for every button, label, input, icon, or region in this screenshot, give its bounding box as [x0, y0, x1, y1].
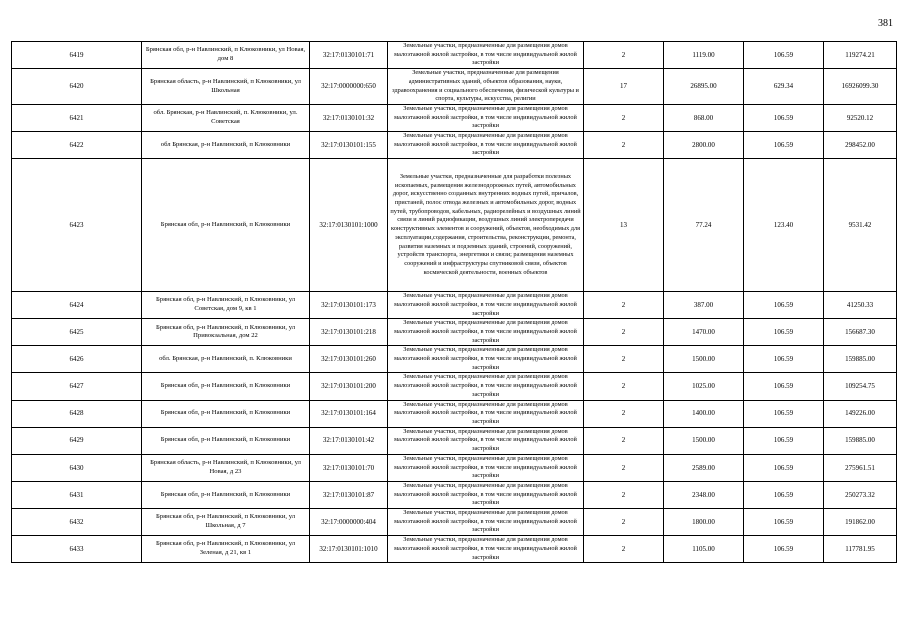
area-cell: 1800.00: [664, 509, 744, 536]
land-use-cell: Земельные участки, предназначенные для размещения домов малоэтажной жилой застройки, в том числе индивидуальной жилой застройки: [388, 104, 584, 131]
area-cell: 1500.00: [664, 427, 744, 454]
row-number: 6422: [12, 132, 142, 159]
area-cell: 868.00: [664, 104, 744, 131]
use-code-cell: 2: [584, 509, 664, 536]
address-cell: Брянская обл, р-н Навлинский, п Клюковники, ул Школьная, д 7: [142, 509, 310, 536]
specific-value-cell: 106.59: [744, 132, 824, 159]
row-number: 6433: [12, 536, 142, 563]
cadastral-value-cell: 16926099.30: [824, 69, 897, 105]
cadastral-number-cell: 32:17:0130101:164: [310, 400, 388, 427]
area-cell: 1025.00: [664, 373, 744, 400]
use-code-cell: 2: [584, 132, 664, 159]
use-code-cell: 17: [584, 69, 664, 105]
row-number: 6432: [12, 509, 142, 536]
row-number: 6426: [12, 346, 142, 373]
row-number: 6429: [12, 427, 142, 454]
table-row: [12, 346, 897, 373]
use-code-cell: 2: [584, 373, 664, 400]
specific-value-cell: 106.59: [744, 104, 824, 131]
row-number: 6421: [12, 104, 142, 131]
row-number: 6419: [12, 42, 142, 69]
cadastral-number-cell: 32:17:0130101:32: [310, 104, 388, 131]
address-cell: Брянская область, р-н Навлинский, п Клюковники, ул Новая, д 23: [142, 454, 310, 481]
area-cell: 1470.00: [664, 319, 744, 346]
table-row: [12, 42, 897, 69]
area-cell: 1400.00: [664, 400, 744, 427]
row-number: 6423: [12, 159, 142, 292]
table-row: [12, 373, 897, 400]
area-cell: 2348.00: [664, 481, 744, 508]
table-row: [12, 427, 897, 454]
table-row: [12, 159, 897, 292]
address-cell: Брянская обл, р-н Навлинский, п Клюковники: [142, 373, 310, 400]
row-number: 6424: [12, 292, 142, 319]
table-row: [12, 69, 897, 105]
cadastral-number-cell: 32:17:0130101:200: [310, 373, 388, 400]
use-code-cell: 2: [584, 292, 664, 319]
land-use-cell: Земельные участки, предназначенные для размещения домов малоэтажной жилой застройки, в том числе индивидуальной жилой застройки: [388, 509, 584, 536]
table-row: [12, 509, 897, 536]
use-code-cell: 2: [584, 42, 664, 69]
specific-value-cell: 106.59: [744, 373, 824, 400]
land-use-cell: Земельные участки, предназначенные для размещения домов малоэтажной жилой застройки, в том числе индивидуальной жилой застройки: [388, 400, 584, 427]
cadastral-number-cell: 32:17:0130101:218: [310, 319, 388, 346]
cadastral-value-cell: 9531.42: [824, 159, 897, 292]
area-cell: 2589.00: [664, 454, 744, 481]
land-use-cell: Земельные участки, предназначенные для размещения домов малоэтажной жилой застройки, в том числе индивидуальной жилой застройки: [388, 481, 584, 508]
use-code-cell: 2: [584, 536, 664, 563]
area-cell: 77.24: [664, 159, 744, 292]
row-number: 6431: [12, 481, 142, 508]
address-cell: Брянская обл, р-н Навлинский, п Клюковники, ул Привокзальная, дом 22: [142, 319, 310, 346]
cadastral-number-cell: 32:17:0130101:260: [310, 346, 388, 373]
cadastral-number-cell: 32:17:0130101:155: [310, 132, 388, 159]
table-row: [12, 536, 897, 563]
specific-value-cell: 106.59: [744, 400, 824, 427]
specific-value-cell: 106.59: [744, 427, 824, 454]
cadastral-number-cell: 32:17:0130101:71: [310, 42, 388, 69]
land-use-cell: Земельные участки, предназначенные для размещения административных зданий, объектов образования, науки, здравоохранения и социального обеспечения, физической культуры и спорта, культуры, искусства, религии: [388, 69, 584, 105]
cadastral-value-cell: 156687.30: [824, 319, 897, 346]
address-cell: Брянская область, р-н Навлинский, п Клюковники, ул Школьная: [142, 69, 310, 105]
use-code-cell: 2: [584, 319, 664, 346]
table-row: [12, 292, 897, 319]
cadastral-value-cell: 117781.95: [824, 536, 897, 563]
cadastral-value-cell: 119274.21: [824, 42, 897, 69]
land-use-cell: Земельные участки, предназначенные для размещения домов малоэтажной жилой застройки, в том числе индивидуальной жилой застройки: [388, 536, 584, 563]
use-code-cell: 2: [584, 400, 664, 427]
address-cell: Брянская обл, р-н Навлинский, п Клюковники, ул Советская, дом 9, кв 1: [142, 292, 310, 319]
cadastral-value-table: [11, 41, 897, 563]
area-cell: 2800.00: [664, 132, 744, 159]
table-row: [12, 319, 897, 346]
specific-value-cell: 106.59: [744, 319, 824, 346]
row-number: 6428: [12, 400, 142, 427]
cadastral-number-cell: 32:17:0130101:1000: [310, 159, 388, 292]
area-cell: 1500.00: [664, 346, 744, 373]
table-row: [12, 481, 897, 508]
land-use-cell: Земельные участки, предназначенные для размещения домов малоэтажной жилой застройки, в том числе индивидуальной жилой застройки: [388, 373, 584, 400]
cadastral-value-cell: 275961.51: [824, 454, 897, 481]
table-row: [12, 132, 897, 159]
land-use-cell: Земельные участки, предназначенные для размещения домов малоэтажной жилой застройки, в том числе индивидуальной жилой застройки: [388, 454, 584, 481]
specific-value-cell: 106.59: [744, 292, 824, 319]
specific-value-cell: 106.59: [744, 509, 824, 536]
specific-value-cell: 123.40: [744, 159, 824, 292]
cadastral-value-cell: 159885.00: [824, 346, 897, 373]
row-number: 6425: [12, 319, 142, 346]
address-cell: обл Брянская, р-н Навлинский, п Клюковники: [142, 132, 310, 159]
cadastral-number-cell: 32:17:0130101:1010: [310, 536, 388, 563]
table-body: [12, 42, 897, 563]
address-cell: обл. Брянская, р-н Навлинский, п. Клюковники: [142, 346, 310, 373]
use-code-cell: 2: [584, 104, 664, 131]
address-cell: Брянская обл, р-н Навлинский, п Клюковники, ул Зеленая, д 21, кв 1: [142, 536, 310, 563]
cadastral-value-cell: 109254.75: [824, 373, 897, 400]
table-row: [12, 400, 897, 427]
area-cell: 1119.00: [664, 42, 744, 69]
address-cell: Брянская обл, р-н Навлинский, п Клюковники: [142, 159, 310, 292]
cadastral-value-cell: 41250.33: [824, 292, 897, 319]
land-use-cell: Земельные участки, предназначенные для размещения домов малоэтажной жилой застройки, в том числе индивидуальной жилой застройки: [388, 319, 584, 346]
land-use-cell: Земельные участки, предназначенные для размещения домов малоэтажной жилой застройки, в том числе индивидуальной жилой застройки: [388, 427, 584, 454]
row-number: 6427: [12, 373, 142, 400]
address-cell: Брянская обл, р-н Навлинский, п Клюковники: [142, 427, 310, 454]
table-row: [12, 454, 897, 481]
land-use-cell: Земельные участки, предназначенные для размещения домов малоэтажной жилой застройки, в том числе индивидуальной жилой застройки: [388, 132, 584, 159]
row-number: 6430: [12, 454, 142, 481]
page-number: 381: [878, 18, 893, 29]
area-cell: 387.00: [664, 292, 744, 319]
row-number: 6420: [12, 69, 142, 105]
specific-value-cell: 106.59: [744, 346, 824, 373]
use-code-cell: 2: [584, 346, 664, 373]
specific-value-cell: 106.59: [744, 454, 824, 481]
address-cell: Брянская обл, р-н Навлинский, п Клюковники, ул Новая, дом 8: [142, 42, 310, 69]
land-use-cell: Земельные участки, предназначенные для размещения домов малоэтажной жилой застройки, в том числе индивидуальной жилой застройки: [388, 346, 584, 373]
address-cell: обл. Брянская, р-н Навлинский, п. Клюковники, ул. Советская: [142, 104, 310, 131]
specific-value-cell: 106.59: [744, 481, 824, 508]
land-use-cell: Земельные участки, предназначенные для размещения домов малоэтажной жилой застройки, в том числе индивидуальной жилой застройки: [388, 292, 584, 319]
use-code-cell: 2: [584, 427, 664, 454]
cadastral-value-cell: 298452.00: [824, 132, 897, 159]
cadastral-number-cell: 32:17:0130101:87: [310, 481, 388, 508]
use-code-cell: 13: [584, 159, 664, 292]
cadastral-number-cell: 32:17:0130101:70: [310, 454, 388, 481]
specific-value-cell: 106.59: [744, 42, 824, 69]
cadastral-value-cell: 149226.00: [824, 400, 897, 427]
specific-value-cell: 106.59: [744, 536, 824, 563]
cadastral-number-cell: 32:17:0130101:173: [310, 292, 388, 319]
area-cell: 26895.00: [664, 69, 744, 105]
use-code-cell: 2: [584, 454, 664, 481]
use-code-cell: 2: [584, 481, 664, 508]
cadastral-value-cell: 250273.32: [824, 481, 897, 508]
cadastral-number-cell: 32:17:0000000:404: [310, 509, 388, 536]
land-use-cell: Земельные участки, предназначенные для размещения домов малоэтажной жилой застройки, в том числе индивидуальной жилой застройки: [388, 42, 584, 69]
table-row: [12, 104, 897, 131]
address-cell: Брянская обл, р-н Навлинский, п Клюковники: [142, 400, 310, 427]
address-cell: Брянская обл, р-н Навлинский, п Клюковники: [142, 481, 310, 508]
cadastral-value-cell: 92520.12: [824, 104, 897, 131]
land-use-cell: Земельные участки, предназначенные для разработки полезных ископаемых, размещения железнодорожных путей, автомобильных дорог, искусственно созданных внутренних водных путей, причалов, пристаней, полос отвода железных и автомобильных дорог, водных путей, трубопроводов, кабельных, радиорелейных и воздушных линий связи и линий радиофикации, воздушных линий электропередачи конструктивных элементов и сооружений, объектов, необходимых для эксплуатации,содержания, строительства, реконструкции, ремонта, развития наземных и подземных зданий, строений, сооружений, устройств транспорта, энергетики и связи; размещения наземных сооружений и инфраструктуры спутниковой связи, объектов космической деятельности, военных объектов: [388, 159, 584, 292]
area-cell: 1105.00: [664, 536, 744, 563]
specific-value-cell: 629.34: [744, 69, 824, 105]
cadastral-number-cell: 32:17:0130101:42: [310, 427, 388, 454]
cadastral-value-cell: 159885.00: [824, 427, 897, 454]
cadastral-number-cell: 32:17:0000000:650: [310, 69, 388, 105]
cadastral-value-cell: 191862.00: [824, 509, 897, 536]
